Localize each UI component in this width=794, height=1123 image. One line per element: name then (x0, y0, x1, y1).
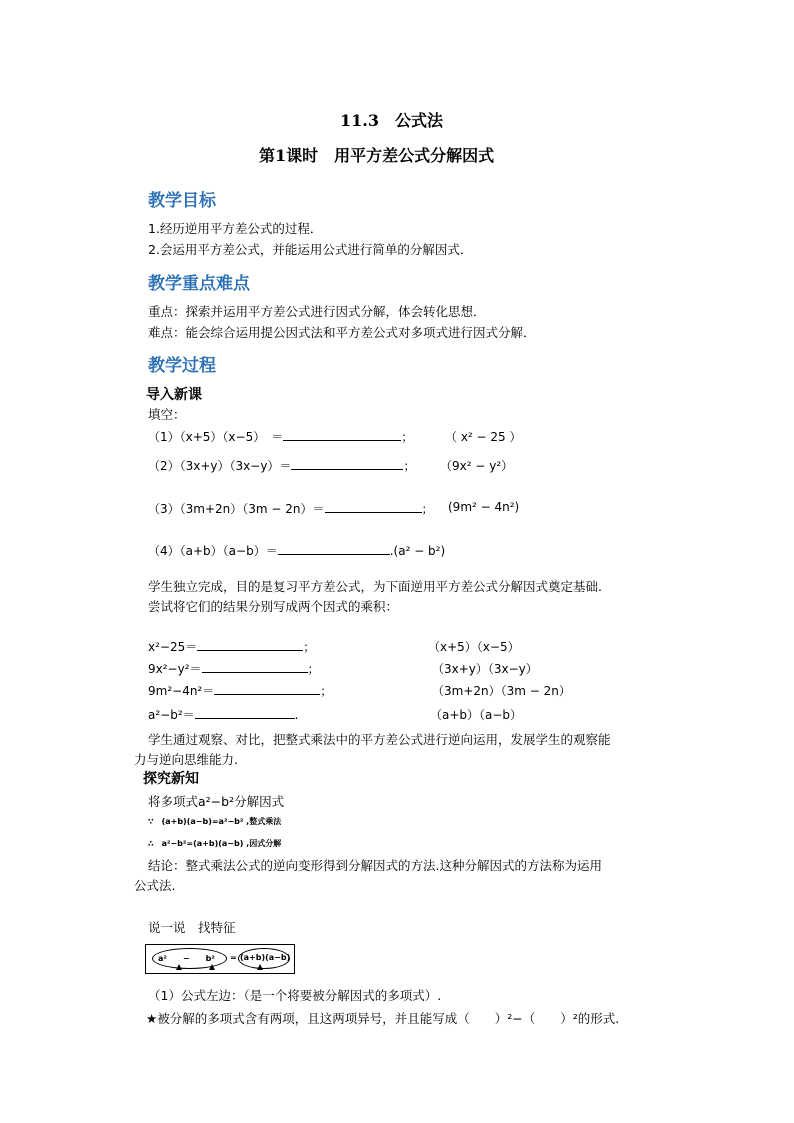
objective-item-1: 1.经历逆用平方差公式的过程． (148, 221, 323, 236)
product-answer-4: （a+b）（a−b） (430, 708, 523, 722)
formula-box (145, 944, 295, 974)
answer-blank[interactable] (214, 682, 320, 695)
fill-answer-2: （9x² − y²） (440, 459, 514, 473)
fill-num: （4） (148, 544, 180, 558)
product-row-2 (148, 660, 320, 677)
objectives-heading: 教学目标 (148, 191, 216, 211)
product-end: ； (320, 684, 333, 698)
answer-blank[interactable] (197, 638, 303, 651)
formula-right: (a+b)(a−b) (240, 953, 291, 962)
fill-num: （3） (148, 502, 180, 516)
conclusion-line-a: 结论：整式乘法公式的逆向变形得到分解因式的方法.这种分解因式的方法称为运用 (148, 858, 602, 873)
triangle-icon (257, 964, 263, 970)
fill-expr: （x+5）（x−5） ＝ (179, 430, 284, 444)
feature-point-2: ★被分解的多项式含有两项，且这两项异号，并且能写成（ ）²−（ ）²的形式. (146, 1011, 620, 1026)
conclusion-line-b: 公式法. (134, 878, 176, 893)
fill-num: （1） (148, 430, 180, 444)
process-heading: 教学过程 (148, 356, 216, 376)
feature-point-1: （1）公式左边：（是一个将要被分解因式的多项式）. (148, 988, 442, 1003)
answer-blank[interactable] (283, 428, 401, 441)
product-left: 9m²−4n²＝ (148, 684, 215, 698)
product-left: x²−25＝ (148, 640, 198, 654)
fill-item-2 (148, 457, 415, 474)
product-row-3 (148, 682, 332, 699)
answer-blank[interactable] (278, 542, 390, 555)
fill-end: . (389, 544, 394, 558)
explore-heading: 探究新知 (143, 771, 199, 787)
fill-end: ； (421, 502, 434, 516)
fill-expr: （3m+2n）（3m − 2n）＝ (179, 502, 325, 516)
intro-note-1: 学生独立完成，目的是复习平方差公式，为下面逆用平方差公式分解因式奠定基础. (148, 579, 602, 594)
formula-equals: = (230, 953, 237, 962)
product-end: ； (303, 640, 316, 654)
fill-num: （2） (148, 459, 180, 473)
product-left: 9x²−y²＝ (148, 662, 202, 676)
keypoint-focus: 重点：探索并运用平方差公式进行因式分解，体会转化思想． (148, 304, 486, 319)
answer-blank[interactable] (202, 660, 308, 673)
therefore-line: ∴ a²−b²=(a+b)(a−b) ,因式分解 (148, 839, 282, 848)
triangle-icon (176, 964, 182, 970)
product-answer-2: （3x+y）（3x−y） (432, 662, 538, 676)
intro-note-3b: 力与逆向思维能力. (134, 752, 238, 767)
product-answer-3: （3m+2n）（3m − 2n） (432, 684, 571, 698)
intro-note-2: 尝试将它们的结果分别写成两个因式的乘积： (148, 599, 399, 614)
answer-blank[interactable] (291, 457, 403, 470)
fill-item-3 (148, 500, 434, 517)
features-heading: 说一说 找特征 (148, 920, 236, 935)
fill-expr: （a+b）（a−b）＝ (179, 544, 278, 558)
fill-expr: （3x+y）（3x−y）＝ (179, 459, 292, 473)
product-end: . (294, 708, 299, 722)
lesson-subtitle: 第1课时 用平方差公式分解因式 (259, 146, 495, 165)
objective-item-2: 2.会运用平方差公式，并能运用公式进行简单的分解因式． (148, 242, 473, 257)
fill-end: ； (401, 430, 414, 444)
explore-line-1: 将多项式a²−b²分解因式 (148, 794, 285, 809)
fill-item-1 (148, 428, 413, 445)
fill-answer-4: (a² − b²) (393, 544, 446, 558)
intro-heading: 导入新课 (146, 387, 202, 403)
fill-answer-1: （ x² − 25 ） (445, 430, 522, 444)
fill-end: ； (403, 459, 416, 473)
fill-item-4 (148, 542, 445, 559)
section-title: 11.3 公式法 (340, 111, 443, 130)
answer-blank[interactable] (195, 706, 295, 719)
product-row-1 (148, 638, 315, 655)
keypoint-difficulty: 难点：能会综合运用提公因式法和平方差公式对多项式进行因式分解． (148, 325, 536, 340)
product-row-4 (148, 706, 298, 723)
triangle-icon (209, 964, 215, 970)
product-end: ； (307, 662, 320, 676)
intro-note-3a: 学生通过观察、对比，把整式乘法中的平方差公式进行逆向运用，发展学生的观察能 (148, 732, 611, 747)
product-left: a²−b²＝ (148, 708, 195, 722)
fill-answer-3: (9m² − 4n²) (448, 500, 520, 514)
answer-blank[interactable] (325, 500, 422, 513)
since-line: ∵ (a+b)(a−b)=a²−b² ,整式乘法 (148, 817, 282, 826)
keypoints-heading: 教学重点难点 (148, 274, 250, 294)
product-answer-1: （x+5）（x−5） (428, 640, 520, 654)
fill-label: 填空： (148, 407, 186, 422)
formula-left: a² − b² (158, 954, 215, 963)
